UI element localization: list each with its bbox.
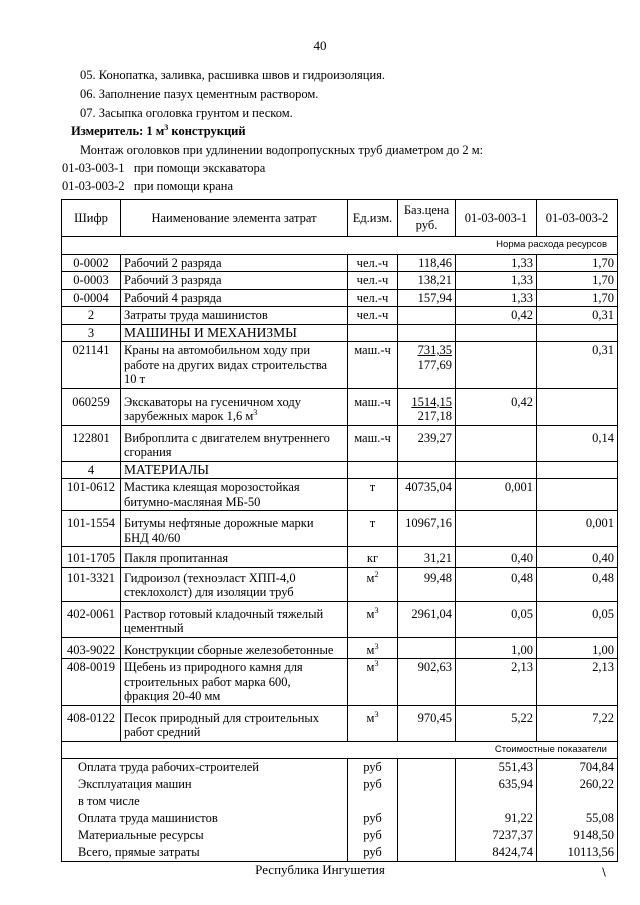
row-value-2: 1,70: [537, 272, 618, 290]
row-value-1: 0,001: [456, 479, 537, 511]
step-06: 06. Заполнение пазух цементным раствором.: [80, 87, 319, 101]
col-header-price: Баз.цена руб.: [398, 200, 456, 237]
col-header-variant-1: 01-03-003-1: [456, 200, 537, 237]
step-05: 05. Конопатка, заливка, расшивка швов и гидроизоляция.: [80, 68, 386, 82]
summary-label: Эксплуатация машин: [62, 776, 348, 793]
row-price: 239,27: [398, 425, 456, 461]
row-value-1: 1,33: [456, 254, 537, 272]
row-name: Раствор готовый кладочный тяжелый цементный: [121, 601, 348, 637]
row-code: 101-3321: [62, 567, 121, 601]
table-row: [62, 705, 618, 741]
row-unit: $м^3$: [348, 601, 398, 637]
row-price: 1514,15 217,18: [398, 388, 456, 425]
row-name: Мастика клеящая морозостойкая битумно-масляная МБ-50: [121, 479, 348, 511]
row-value-2: [537, 388, 618, 425]
summary-value-2: 10113,56: [537, 844, 618, 862]
row-unit: чел.-ч: [348, 289, 398, 307]
row-unit: т: [348, 511, 398, 547]
table-row: [62, 342, 618, 389]
summary-value-1: 91,22: [456, 810, 537, 827]
summary-row: [62, 810, 618, 827]
row-name: Рабочий 2 разряда: [121, 254, 348, 272]
row-value-1: 1,33: [456, 272, 537, 290]
norm-caption-row: [62, 237, 618, 255]
table-row: [62, 479, 618, 511]
summary-label: Всего, прямые затраты: [62, 844, 348, 862]
row-value-2: 1,70: [537, 254, 618, 272]
row-value-2: 0,14: [537, 425, 618, 461]
row-unit: т: [348, 479, 398, 511]
row-name: Щебень из природного камня для строительных работ марка 600, фракция 20-40 мм: [121, 659, 348, 706]
summary-value-2: 704,84: [537, 759, 618, 777]
row-value-2: 1,70: [537, 289, 618, 307]
summary-row: [62, 793, 618, 810]
cost-caption: Стоимостные показатели: [62, 741, 618, 759]
row-value-2: 2,13: [537, 659, 618, 706]
row-code: 122801: [62, 425, 121, 461]
table-row: [62, 547, 618, 568]
summary-value-2: 9148,50: [537, 827, 618, 844]
row-code: 0-0002: [62, 254, 121, 272]
variant-1: 01-03-003-1 при помощи экскаватора: [62, 161, 266, 175]
page-number: 40: [313, 38, 327, 53]
row-value-2: 0,31: [537, 342, 618, 389]
table-row: [62, 388, 618, 425]
section-code: 3: [62, 324, 121, 342]
header-row: [62, 200, 618, 237]
summary-value-2: 55,08: [537, 810, 618, 827]
row-unit: маш.-ч: [348, 342, 398, 389]
summary-value-1: 8424,74: [456, 844, 537, 862]
row-unit: чел.-ч: [348, 272, 398, 290]
variant-2: 01-03-003-2 при помощи крана: [62, 179, 234, 193]
row-value-2: 0,31: [537, 307, 618, 325]
row-price: 118,46: [398, 254, 456, 272]
row-value-1: 2,13: [456, 659, 537, 706]
table-row: [62, 425, 618, 461]
row-value-2: 0,05: [537, 601, 618, 637]
table-row: [62, 637, 618, 659]
row-name: Гидроизол (техноэласт ХПП-4,0 стеклохолст) для изоляции труб: [121, 567, 348, 601]
row-unit: $м^3$: [348, 705, 398, 741]
row-unit: $м^2$: [348, 567, 398, 601]
col-header-unit: Ед.изм.: [348, 200, 398, 237]
summary-unit: руб: [348, 776, 398, 793]
row-code: 101-1705: [62, 547, 121, 568]
row-price: [398, 637, 456, 659]
row-name: Рабочий 4 разряда: [121, 289, 348, 307]
row-unit: маш.-ч: [348, 388, 398, 425]
row-value-2: 1,00: [537, 637, 618, 659]
row-value-1: 5,22: [456, 705, 537, 741]
row-value-1: 0,42: [456, 388, 537, 425]
section-title: МАШИНЫ И МЕХАНИЗМЫ: [121, 324, 348, 342]
row-code: 402-0061: [62, 601, 121, 637]
row-value-1: [456, 425, 537, 461]
table-row: [62, 272, 618, 290]
col-header-name: Наименование элемента затрат: [121, 200, 348, 237]
resource-table: [61, 199, 618, 862]
row-price: 970,45: [398, 705, 456, 741]
row-value-2: 0,40: [537, 547, 618, 568]
summary-value-2: 260,22: [537, 776, 618, 793]
norm-caption: Норма расхода ресурсов: [62, 237, 618, 255]
meter-heading: Измеритель: 1 $м^3$ конструкций: [71, 122, 246, 138]
table-row: [62, 659, 618, 706]
section-row-machines: [62, 324, 618, 342]
table-row: [62, 567, 618, 601]
col-header-code: Шифр: [62, 200, 121, 237]
cost-caption-row: [62, 741, 618, 759]
row-value-1: 0,05: [456, 601, 537, 637]
row-value-2: 0,001: [537, 511, 618, 547]
summary-label: в том числе: [62, 793, 348, 810]
row-name: Пакля пропитанная: [121, 547, 348, 568]
row-unit: маш.-ч: [348, 425, 398, 461]
table-row-machinist: [62, 307, 618, 325]
row-value-1: 0,40: [456, 547, 537, 568]
step-07: 07. Засыпка оголовка грунтом и песком.: [80, 106, 293, 120]
row-code: 0-0003: [62, 272, 121, 290]
row-name: Рабочий 3 разряда: [121, 272, 348, 290]
summary-row: [62, 827, 618, 844]
summary-row: [62, 776, 618, 793]
section-row-materials: [62, 461, 618, 479]
row-name: Песок природный для строительных работ средний: [121, 705, 348, 741]
row-value-1: 0,42: [456, 307, 537, 325]
summary-unit: руб: [348, 810, 398, 827]
row-price: 2961,04: [398, 601, 456, 637]
work-description: Монтаж оголовков при удлинении водопропускных труб диаметром до 2 м:: [80, 143, 484, 157]
summary-value-1: 551,43: [456, 759, 537, 777]
summary-row: [62, 844, 618, 862]
row-unit: $м^3$: [348, 659, 398, 706]
row-code: 2: [62, 307, 121, 325]
row-code: 408-0019: [62, 659, 121, 706]
row-name: Битумы нефтяные дорожные марки БНД 40/60: [121, 511, 348, 547]
row-price: 157,94: [398, 289, 456, 307]
row-unit: $м^3$: [348, 637, 398, 659]
row-code: 403-9022: [62, 637, 121, 659]
row-price: 731,35 177,69: [398, 342, 456, 389]
footer-mark: ∖: [600, 867, 608, 879]
row-value-1: 1,00: [456, 637, 537, 659]
row-code: 101-1554: [62, 511, 121, 547]
row-unit: чел.-ч: [348, 254, 398, 272]
row-price: [398, 307, 456, 325]
summary-value-1: 7237,37: [456, 827, 537, 844]
summary-unit: руб: [348, 827, 398, 844]
row-price: 138,21: [398, 272, 456, 290]
row-price: 31,21: [398, 547, 456, 568]
row-value-1: 0,48: [456, 567, 537, 601]
row-value-2: [537, 479, 618, 511]
section-code: 4: [62, 461, 121, 479]
row-value-1: [456, 511, 537, 547]
table-row: [62, 511, 618, 547]
row-name: Затраты труда машинистов: [121, 307, 348, 325]
col-header-variant-2: 01-03-003-2: [537, 200, 618, 237]
row-unit: кг: [348, 547, 398, 568]
summary-label: Оплата труда машинистов: [62, 810, 348, 827]
summary-row: [62, 759, 618, 777]
summary-value-1: 635,94: [456, 776, 537, 793]
row-price: 902,63: [398, 659, 456, 706]
section-title: МАТЕРИАЛЫ: [121, 461, 348, 479]
footer-region: Республика Ингушетия: [255, 862, 385, 877]
row-code: 060259: [62, 388, 121, 425]
row-name: Виброплита с двигателем внутреннего сгорания: [121, 425, 348, 461]
row-unit: чел.-ч: [348, 307, 398, 325]
row-name: Экскаваторы на гусеничном ходу зарубежных марок 1,6 $м^3$: [121, 388, 348, 425]
row-name: Конструкции сборные железобетонные: [121, 637, 348, 659]
summary-label: Оплата труда рабочих-строителей: [62, 759, 348, 777]
row-code: 021141: [62, 342, 121, 389]
row-price: 10967,16: [398, 511, 456, 547]
table-row: [62, 254, 618, 272]
row-name: Краны на автомобильном ходу при работе на других видах строительства 10 т: [121, 342, 348, 389]
table-row: [62, 289, 618, 307]
row-code: 0-0004: [62, 289, 121, 307]
summary-unit: руб: [348, 759, 398, 777]
row-value-2: 0,48: [537, 567, 618, 601]
row-value-2: 7,22: [537, 705, 618, 741]
row-code: 408-0122: [62, 705, 121, 741]
row-code: 101-0612: [62, 479, 121, 511]
summary-unit: руб: [348, 844, 398, 862]
row-price: 99,48: [398, 567, 456, 601]
summary-label: Материальные ресурсы: [62, 827, 348, 844]
row-value-1: 1,33: [456, 289, 537, 307]
row-value-1: [456, 342, 537, 389]
row-price: 40735,04: [398, 479, 456, 511]
table-row: [62, 601, 618, 637]
